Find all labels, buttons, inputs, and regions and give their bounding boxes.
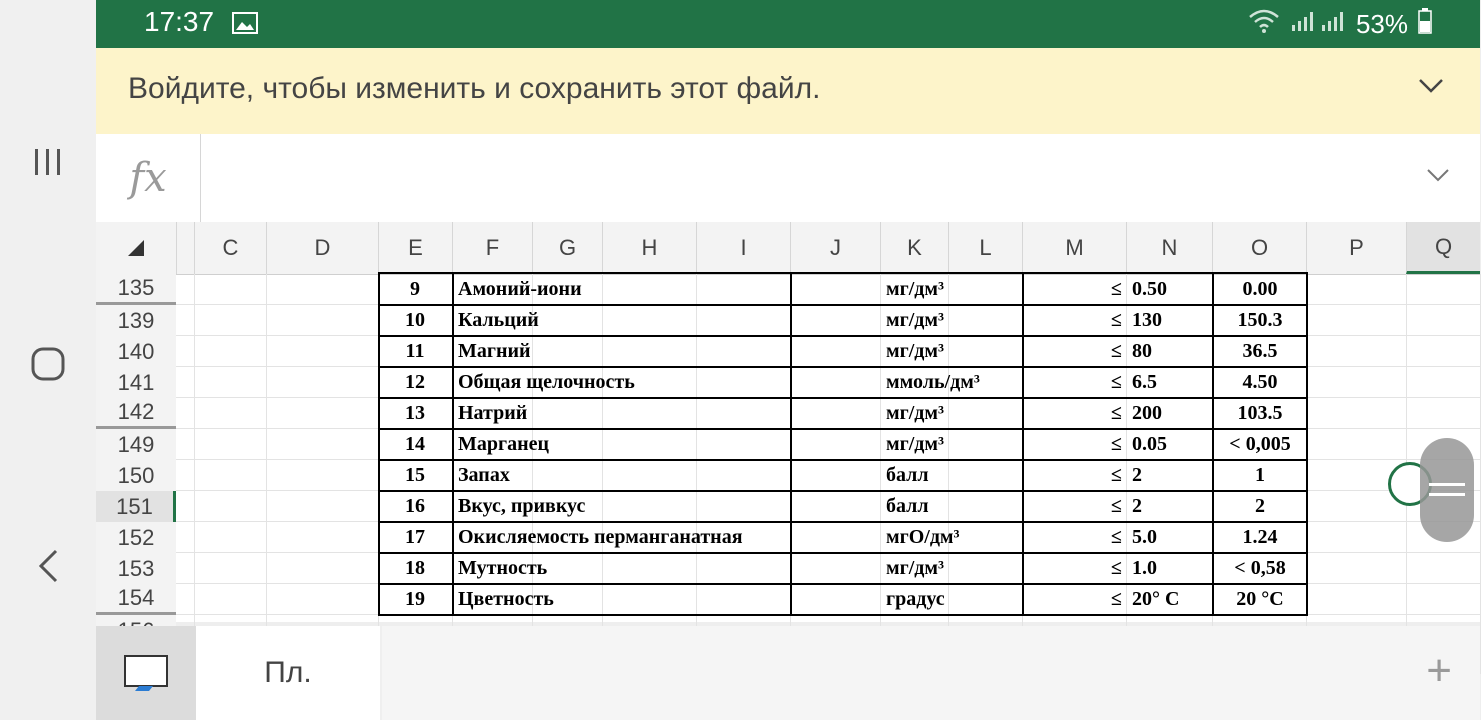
- cell-sign[interactable]: ≤: [1111, 588, 1122, 610]
- cell-indicator-name[interactable]: Запах: [458, 464, 510, 486]
- cell-value[interactable]: 1.24: [1242, 526, 1278, 548]
- image-icon: [232, 12, 258, 38]
- spreadsheet-grid[interactable]: [96, 222, 1480, 622]
- recents-icon[interactable]: [0, 132, 96, 192]
- cell-number[interactable]: 12: [405, 371, 425, 393]
- row-header-142[interactable]: 142: [96, 398, 176, 429]
- cell-indicator-name[interactable]: Вкус, привкус: [458, 495, 586, 517]
- cell-value[interactable]: 4.50: [1242, 371, 1278, 393]
- cell-value[interactable]: < 0,005: [1229, 433, 1291, 455]
- battery-icon: [1418, 8, 1432, 41]
- cell-sign[interactable]: ≤: [1111, 433, 1122, 455]
- wifi-icon: [1248, 9, 1280, 40]
- cell-number[interactable]: 9: [410, 278, 420, 300]
- cell-sign[interactable]: ≤: [1111, 557, 1122, 579]
- cell-indicator-name[interactable]: Магний: [458, 340, 531, 362]
- cell-value[interactable]: 103.5: [1237, 402, 1283, 424]
- row-header-153[interactable]: 153: [96, 553, 176, 584]
- signal-icon: [1290, 9, 1346, 40]
- cell-unit[interactable]: мг/дм³: [886, 309, 944, 331]
- column-header-m[interactable]: M: [1022, 222, 1126, 274]
- column-header-e[interactable]: E: [378, 222, 452, 274]
- table-column-border: [790, 272, 792, 616]
- cell-unit[interactable]: мг/дм³: [886, 340, 944, 362]
- cell-number[interactable]: 16: [405, 495, 425, 517]
- column-header-f[interactable]: F: [452, 222, 532, 274]
- cell-unit[interactable]: ммоль/дм³: [886, 371, 980, 393]
- banner-message: Войдите, чтобы изменить и сохранить этот файл.: [128, 72, 821, 105]
- cell-unit[interactable]: мгО/дм³: [886, 526, 960, 548]
- cell-value[interactable]: 2: [1255, 495, 1265, 517]
- cell-value[interactable]: 1: [1255, 464, 1265, 486]
- column-header-g[interactable]: G: [532, 222, 602, 274]
- cell-sign[interactable]: ≤: [1111, 464, 1122, 486]
- cell-indicator-name[interactable]: Мутность: [458, 557, 548, 579]
- cell-indicator-name[interactable]: Цветность: [458, 588, 554, 610]
- cell-sign[interactable]: ≤: [1111, 526, 1122, 548]
- cell-sign[interactable]: ≤: [1111, 340, 1122, 362]
- android-nav-bar: [0, 0, 96, 720]
- cell-indicator-name[interactable]: Амоний-иони: [458, 278, 582, 300]
- cell-unit[interactable]: балл: [886, 464, 929, 486]
- sheet-tab-bar: [96, 626, 1480, 720]
- column-header-h[interactable]: H: [602, 222, 696, 274]
- cell-indicator-name[interactable]: Марганец: [458, 433, 550, 455]
- column-headers: [96, 222, 1480, 275]
- cell-unit[interactable]: мг/дм³: [886, 278, 944, 300]
- cell-indicator-name[interactable]: Окисляемость перманганатная: [458, 526, 743, 548]
- cell-number[interactable]: 10: [405, 309, 425, 331]
- row-header-151[interactable]: 151: [96, 491, 176, 522]
- cell-indicator-name[interactable]: Общая щелочность: [458, 371, 635, 393]
- cell-norm[interactable]: 0.05: [1132, 433, 1167, 455]
- row-header-152[interactable]: 152: [96, 522, 176, 553]
- cell-indicator-name[interactable]: Кальций: [458, 309, 539, 331]
- cell-sign[interactable]: ≤: [1111, 402, 1122, 424]
- cell-norm[interactable]: 80: [1132, 340, 1152, 362]
- row-header-135[interactable]: 135: [96, 274, 176, 305]
- cell-sign[interactable]: ≤: [1111, 309, 1122, 331]
- chevron-down-icon[interactable]: [1418, 78, 1444, 98]
- cell-number[interactable]: 15: [405, 464, 425, 486]
- cell-number[interactable]: 11: [405, 340, 425, 362]
- cell-number[interactable]: 14: [405, 433, 425, 455]
- cell-number[interactable]: 19: [405, 588, 425, 610]
- cell-value[interactable]: 20 °С: [1236, 588, 1284, 610]
- cell-unit[interactable]: балл: [886, 495, 929, 517]
- formula-bar[interactable]: [96, 134, 1480, 223]
- add-sheet-icon[interactable]: +: [1426, 646, 1452, 695]
- column-header-n[interactable]: N: [1126, 222, 1212, 274]
- status-bar: [96, 0, 1480, 48]
- cell-unit[interactable]: мг/дм³: [886, 402, 944, 424]
- back-icon[interactable]: [0, 536, 96, 596]
- cell-norm[interactable]: 6.5: [1132, 371, 1157, 393]
- column-header-p[interactable]: P: [1306, 222, 1406, 274]
- cell-value[interactable]: < 0,58: [1234, 557, 1286, 579]
- cell-value[interactable]: 0.00: [1242, 278, 1278, 300]
- fx-label[interactable]: fx: [96, 134, 201, 222]
- cell-norm[interactable]: 20° С: [1132, 588, 1180, 610]
- cell-number[interactable]: 13: [405, 402, 425, 424]
- cell-unit[interactable]: мг/дм³: [886, 433, 944, 455]
- cell-value[interactable]: 150.3: [1237, 309, 1283, 331]
- cell-indicator-name[interactable]: Натрий: [458, 402, 528, 424]
- column-header-j[interactable]: J: [790, 222, 880, 274]
- row-header-154[interactable]: 154: [96, 584, 176, 615]
- hidden-columns-marker[interactable]: [176, 222, 194, 274]
- cell-unit[interactable]: мг/дм³: [886, 557, 944, 579]
- cell-sign[interactable]: ≤: [1111, 495, 1122, 517]
- cell-sign[interactable]: ≤: [1111, 371, 1122, 393]
- row-header-141[interactable]: 141: [96, 367, 176, 398]
- column-header-o[interactable]: O: [1212, 222, 1306, 274]
- column-header-q[interactable]: Q: [1406, 222, 1480, 274]
- scroll-handle[interactable]: [1420, 438, 1474, 542]
- select-all-triangle-icon[interactable]: [96, 222, 176, 274]
- cell-norm[interactable]: 2: [1132, 464, 1142, 486]
- column-header-i[interactable]: I: [696, 222, 790, 274]
- cell-number[interactable]: 18: [405, 557, 425, 579]
- cell-value[interactable]: 36.5: [1242, 340, 1278, 362]
- cell-norm[interactable]: 200: [1132, 402, 1162, 424]
- column-header-d[interactable]: D: [266, 222, 378, 274]
- column-header-k[interactable]: K: [880, 222, 948, 274]
- row-header-139[interactable]: 139: [96, 305, 176, 336]
- row-header-140[interactable]: 140: [96, 336, 176, 367]
- row-header-149[interactable]: 149: [96, 429, 176, 460]
- expand-formula-chevron-icon[interactable]: [1426, 168, 1450, 188]
- signin-banner[interactable]: [96, 48, 1480, 134]
- sheet-tab-strip: [382, 626, 1480, 720]
- cell-norm[interactable]: 1.0: [1132, 557, 1157, 579]
- status-time: 17:37: [144, 6, 215, 37]
- column-header-l[interactable]: L: [948, 222, 1022, 274]
- row-header-150[interactable]: 150: [96, 460, 176, 491]
- battery-percent: 53%: [1355, 9, 1408, 39]
- cell-sign[interactable]: ≤: [1111, 278, 1122, 300]
- cell-norm[interactable]: 130: [1132, 309, 1162, 331]
- sheet-view-icon[interactable]: [96, 626, 196, 720]
- cell-norm[interactable]: 0.50: [1132, 278, 1167, 300]
- cell-unit[interactable]: градус: [886, 588, 945, 610]
- cell-norm[interactable]: 2: [1132, 495, 1142, 517]
- cell-number[interactable]: 17: [405, 526, 425, 548]
- column-header-c[interactable]: C: [194, 222, 266, 274]
- sheet-tab[interactable]: Пл.: [196, 626, 380, 720]
- cell-norm[interactable]: 5.0: [1132, 526, 1157, 548]
- home-icon[interactable]: [0, 334, 96, 394]
